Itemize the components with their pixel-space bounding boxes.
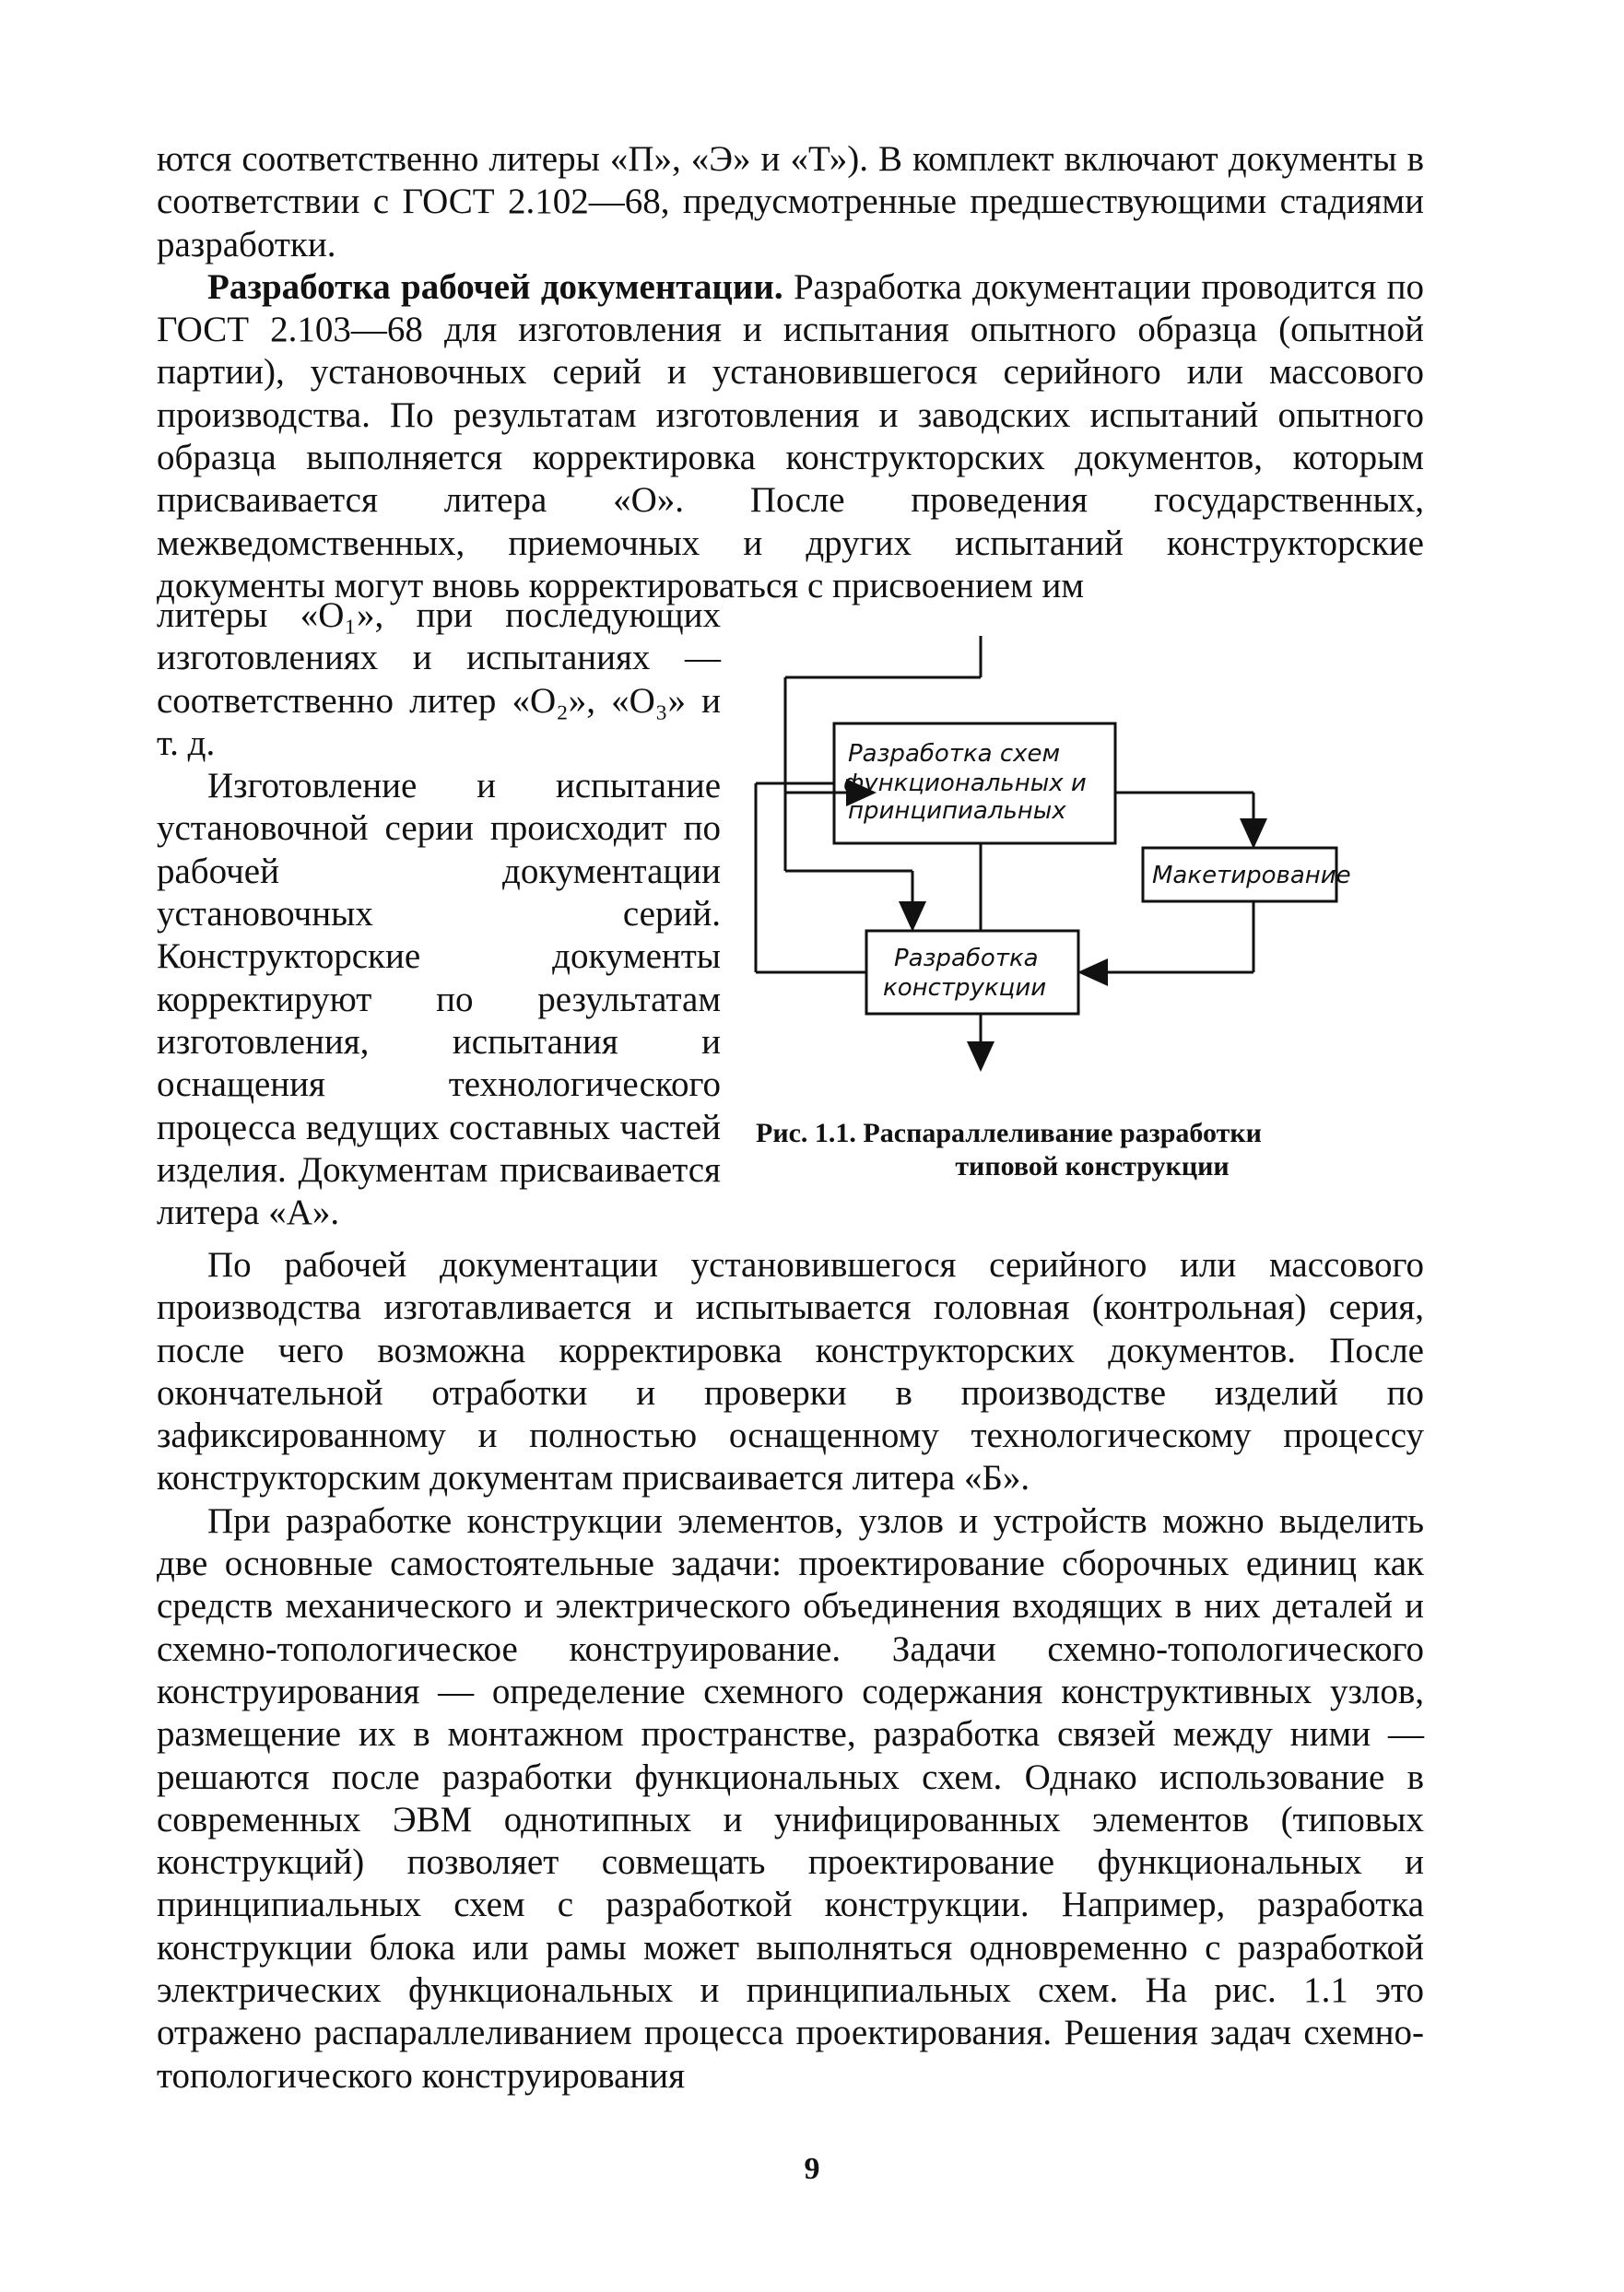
box3-line-2: конструкции [883,974,1047,1002]
box1-line-2: функциональных и [843,770,1087,797]
paragraph-2 [157,266,1424,607]
section-heading: Разработка рабочей документации. [207,266,783,307]
page-number: 9 [804,2152,820,2186]
box3-line-1: Разработка [894,945,1039,972]
side-paragraph-2: Изготовление и испытание установочной серии происходит по рабочей документации установочных серий. Конструкторские документы корректируют по результатам изготовления, испытания и оснащения технологического процесса ведущих составных частей изделия. Документам присваивается литера «А». [157,766,721,1233]
caption-line-2: типовой конструкции [955,1151,1230,1181]
box1-line-1: Разработка схем [848,740,1061,768]
side-paragraph-1: литеры «О₁», при последующих изготовлениях и испытаниях — соответственно литер «О₂», «О₃» и т. д. [157,595,721,763]
paragraph-3: По рабочей документации установившегося серийного или массового производства изготавливается и испытывается головная (контрольная) серия, после чего возможна корректировка конструкторских документов. После окончательной отработки и проверки в производстве изделий по зафиксированному и полностью оснащенному технологическому процессу конструкторским документам присваивается литера «Б». [157,1245,1424,1499]
caption-line-1: Рис. 1.1. Распараллеливание разработки [756,1118,1262,1148]
paragraph-2-body: Разработка документации проводится по ГОСТ 2.103—68 для изготовления и испытания опытного образца (опытной партии), установочных серий и установившегося серийного или массового производства. По результатам изготовления и заводских испытаний опытного образца выполняется корректировка конструкторских документов, которым присваивается литера «О». После проведения государственных, межведомственных, приемочных и других испытаний конструкторские документы могут вновь корректироваться с присвоением им [157,266,1424,605]
paragraph-1: ются соответственно литеры «П», «Э» и «Т»). В комплект включают документы в соответствии с ГОСТ 2.102—68, предусмотренные предшествующими стадиями разработки. [157,139,1424,264]
box1-line-3: принципиальных [848,797,1066,825]
box2-label: Макетирование [1152,862,1351,889]
side-text-column [157,594,721,1234]
text-block-bottom [157,1244,1424,2098]
paragraph-4: При разработке конструкции элементов, узлов и устройств можно выделить две основные самостоятельные задачи: проектирование сборочных единиц как средств механического и электрического объединения входящих в них деталей и схемно-топологическое конструирование. Задачи схемно-топологического конструирования — определение схемного содержания конструктивных узлов, размещение их в монтажном пространстве, разработка связей между ними — решаются после разработки функциональных схем. Однако использование в современных ЭВМ однотипных и унифицированных элементов (типовых конструкций) позволяет совмещать проектирование функциональных и принципиальных схем с разработкой конструкции. Например, разработка конструкции блока или рамы может выполняться одновременно с разработкой электрических функциональных и принципиальных схем. На рис. 1.1 это отражено распараллеливанием процесса проектирования. Решения задач схемно-топологического конструирования [157,1500,1424,2096]
text-block-top [157,138,1424,607]
figure-1-1 [737,636,1438,1152]
figure-caption [756,1117,1429,1183]
flowchart-diagram [737,636,1438,1152]
